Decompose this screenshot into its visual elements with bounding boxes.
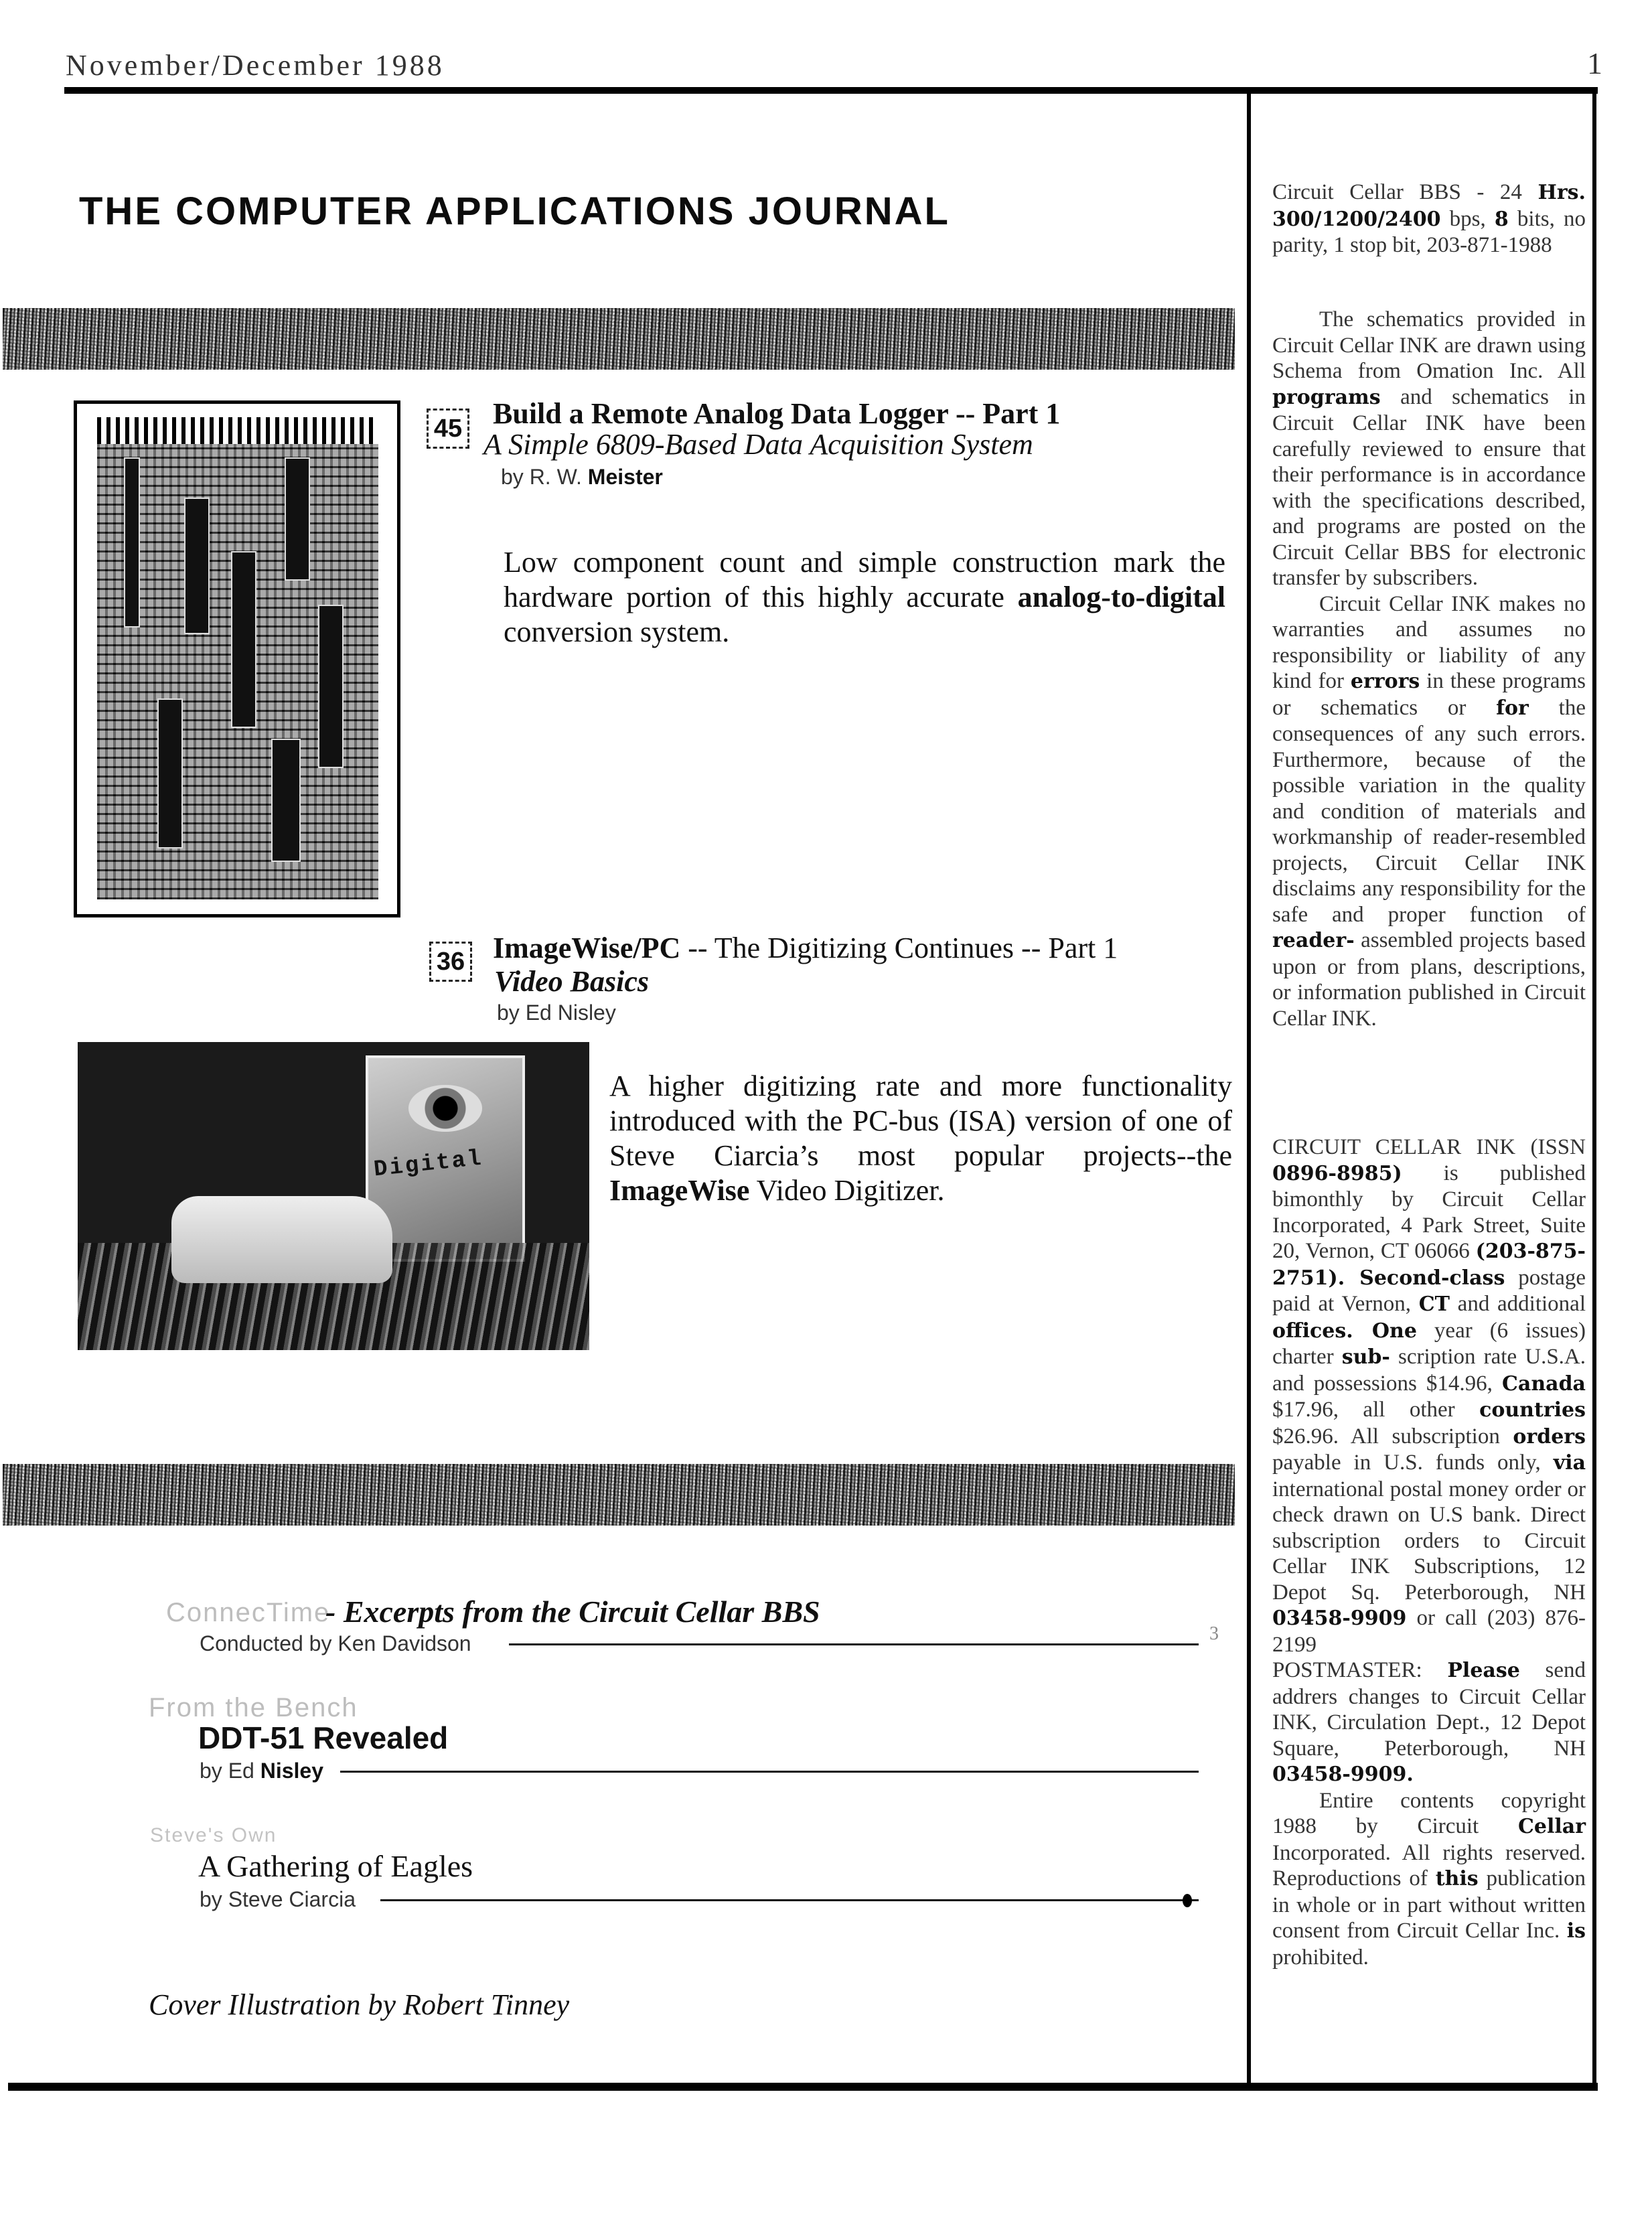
publication-text: and additional xyxy=(1457,1292,1586,1316)
warranty-text: the consequences of any such errors. Furthermore, because of the possible variation in the quality and condition of materials and workmanship of reader-resembled projects, Circuit Cellar INK disclaims any responsibility for the safe and proper function of xyxy=(1272,695,1586,927)
bbs-bits: 8 xyxy=(1494,207,1509,231)
bbs-hours: Hrs. xyxy=(1537,181,1586,204)
top-rule xyxy=(64,87,1598,94)
video-digitizer-photo xyxy=(78,1042,589,1350)
circuit-board-photo xyxy=(74,400,400,917)
bbs-text: bps, xyxy=(1449,206,1486,231)
schematics-emphasis: programs xyxy=(1272,385,1381,409)
bbs-baud: 300/1200/2400 xyxy=(1272,207,1441,231)
warranty-emphasis: for xyxy=(1496,696,1529,720)
postmaster-notice xyxy=(1272,1657,1586,1788)
article-title[interactable] xyxy=(493,931,1118,965)
publication-emphasis: countries xyxy=(1479,1398,1586,1422)
article-subtitle: Video Basics xyxy=(494,965,650,998)
article-title-bold: ImageWise/PC xyxy=(493,932,681,964)
article-byline xyxy=(501,465,663,490)
decorative-band-top xyxy=(3,308,1235,370)
phone-number: (203-875-2751). Second-class xyxy=(1272,1240,1586,1290)
publication-text: postage paid at Vernon, xyxy=(1272,1265,1586,1316)
department-byline: by Steve Ciarcia xyxy=(200,1887,356,1911)
publication-text: CIRCUIT CELLAR INK (ISSN xyxy=(1272,1135,1586,1159)
warranty-text: Circuit Cellar INK makes no warranties and assumes no responsibility or liability of any kind for xyxy=(1272,591,1586,693)
publication-info xyxy=(1272,1134,1586,1970)
description-text-end: conversion system. xyxy=(504,615,730,648)
department-byline xyxy=(200,1759,323,1783)
byline-prefix: by Ed xyxy=(200,1759,254,1783)
photo-sign-text: Digital xyxy=(372,1146,485,1183)
warranty-emphasis: errors xyxy=(1350,670,1420,693)
eye-graphic xyxy=(408,1085,482,1132)
description-emphasis: analog-to-digital xyxy=(1017,581,1226,613)
copyright-notice xyxy=(1272,1788,1586,1971)
schematics-notice xyxy=(1272,307,1586,1031)
postmaster-text: send addrers changes to Circuit Cellar INK, Circulation Dept., 12 Depot Square, Peterborough, NH xyxy=(1272,1658,1586,1761)
article-description xyxy=(504,545,1225,650)
description-emphasis: ImageWise xyxy=(609,1174,750,1207)
issue-date: November/December 1988 xyxy=(66,49,445,82)
copyright-emphasis: is xyxy=(1566,1919,1586,1943)
publication-text: international postal money order or check drawn on U.S bank. Direct subscription orders to Circuit Cellar INK Subscriptions, 12 Depot Sq. Peterborough, NH xyxy=(1272,1477,1586,1605)
department-title[interactable]: A Gathering of Eagles xyxy=(198,1849,473,1883)
schematics-text: and schematics in Circuit Cellar INK have been carefully reviewed to ensure that their performance is in accordance with the specifications described, and programs are posted on the Circuit Cellar BBS for electronic transfer by subscribers. xyxy=(1272,384,1586,590)
bbs-text: bits, no parity, 1 stop bit, 203-871-1988 xyxy=(1272,206,1586,257)
publication-text: year (6 issues) charter xyxy=(1272,1318,1586,1369)
leader-line xyxy=(509,1643,1199,1645)
article-title-rest: -- The Digitizing Continues -- Part 1 xyxy=(688,932,1118,964)
page-number: 1 xyxy=(1587,46,1602,80)
publication-text: or call (203) 876-2199 xyxy=(1272,1606,1586,1657)
publication-emphasis: sub- xyxy=(1341,1345,1390,1369)
article-description xyxy=(609,1069,1232,1208)
department-title[interactable]: DDT-51 Revealed xyxy=(198,1720,449,1755)
cover-credit: Cover Illustration by Robert Tinney xyxy=(149,1988,570,2021)
column-divider-right xyxy=(1592,91,1596,2087)
copyright-text: Entire contents copyright 1988 by Circuit xyxy=(1272,1788,1586,1838)
journal-title: THE COMPUTER APPLICATIONS JOURNAL xyxy=(79,190,950,233)
byline-name: Nisley xyxy=(260,1759,323,1783)
department-label: Steve's Own xyxy=(150,1824,277,1846)
postmaster-emphasis: Please xyxy=(1447,1659,1520,1682)
description-text-end: Video Digitizer. xyxy=(756,1174,945,1207)
article-number-badge: 45 xyxy=(427,409,469,449)
warranty-emphasis: reader- xyxy=(1272,929,1355,952)
publication-emphasis: via xyxy=(1553,1451,1586,1475)
department-label: ConnecTime xyxy=(166,1598,331,1627)
decorative-band-bottom xyxy=(3,1464,1235,1526)
publication-emphasis: Canada xyxy=(1502,1372,1586,1396)
department-label: From the Bench xyxy=(149,1693,358,1722)
zip-code: 03458-9909 xyxy=(1272,1607,1407,1630)
article-subtitle: A Simple 6809-Based Data Acquisition System xyxy=(483,428,1033,461)
warranty-notice xyxy=(1272,591,1586,1032)
description-text: Low component count and simple construction mark the hardware portion of this highly accurate xyxy=(504,546,1225,613)
column-divider-left xyxy=(1247,91,1251,2087)
warranty-text: assembled projects based upon or from plans, descriptions, or information published in Circuit Cellar INK. xyxy=(1272,928,1586,1031)
publication-emphasis: offices. One xyxy=(1272,1319,1417,1343)
article-byline: by Ed Nisley xyxy=(497,1001,616,1025)
page-reference: 3 xyxy=(1209,1623,1219,1644)
schematics-text: The schematics provided in Circuit Cellar INK are drawn using Schema from Omation Inc. All xyxy=(1272,307,1586,383)
publication-text: scription rate U.S.A. and possessions $14.96, xyxy=(1272,1345,1586,1396)
leader-line xyxy=(380,1899,1199,1901)
publication-text: is published bimonthly by Circuit Cellar Incorporated, 4 Park Street, Suite 20, Vernon, CT 06066 xyxy=(1272,1161,1586,1263)
publication-text: $26.96. All subscription xyxy=(1272,1424,1500,1449)
byline-prefix: by R. W. xyxy=(501,465,582,489)
copyright-text: Incorporated. All rights reserved. Reproductions of xyxy=(1272,1840,1586,1891)
publication-emphasis: orders xyxy=(1513,1424,1586,1449)
postmaster-label: POSTMASTER: xyxy=(1272,1658,1422,1682)
publication-text: $17.96, all other xyxy=(1272,1398,1455,1422)
publication-text: payable in U.S. funds only, xyxy=(1272,1451,1541,1475)
issn-number: 0896-8985) xyxy=(1272,1161,1402,1185)
zip-code: 03458-9909. xyxy=(1272,1763,1414,1786)
copyright-emphasis: Cellar xyxy=(1518,1815,1586,1838)
byline-name: Meister xyxy=(587,465,663,489)
warranty-text: in these programs or schematics or xyxy=(1272,669,1586,720)
department-byline: Conducted by Ken Davidson xyxy=(200,1631,471,1655)
article-title[interactable]: Build a Remote Analog Data Logger -- Part 1 xyxy=(493,397,1061,430)
bbs-info xyxy=(1272,179,1586,258)
leader-line xyxy=(340,1771,1199,1773)
bottom-rule xyxy=(8,2083,1598,2091)
description-text: A higher digitizing rate and more functionality introduced with the PC-bus (ISA) version of one of Steve Ciarcia’s most popular projects--the xyxy=(609,1069,1232,1172)
copyright-text: publication in whole or in part without written consent from Circuit Cellar Inc. xyxy=(1272,1866,1586,1943)
copyright-emphasis: this xyxy=(1435,1867,1479,1891)
leader-end-dot xyxy=(1183,1894,1192,1907)
car-graphic xyxy=(171,1196,392,1283)
publication-emphasis: CT xyxy=(1418,1292,1450,1316)
copyright-text: prohibited. xyxy=(1272,1945,1369,1970)
bbs-text: Circuit Cellar BBS - 24 xyxy=(1272,180,1522,204)
article-number-badge: 36 xyxy=(429,942,472,982)
department-title[interactable]: - Excerpts from the Circuit Cellar BBS xyxy=(325,1595,820,1629)
